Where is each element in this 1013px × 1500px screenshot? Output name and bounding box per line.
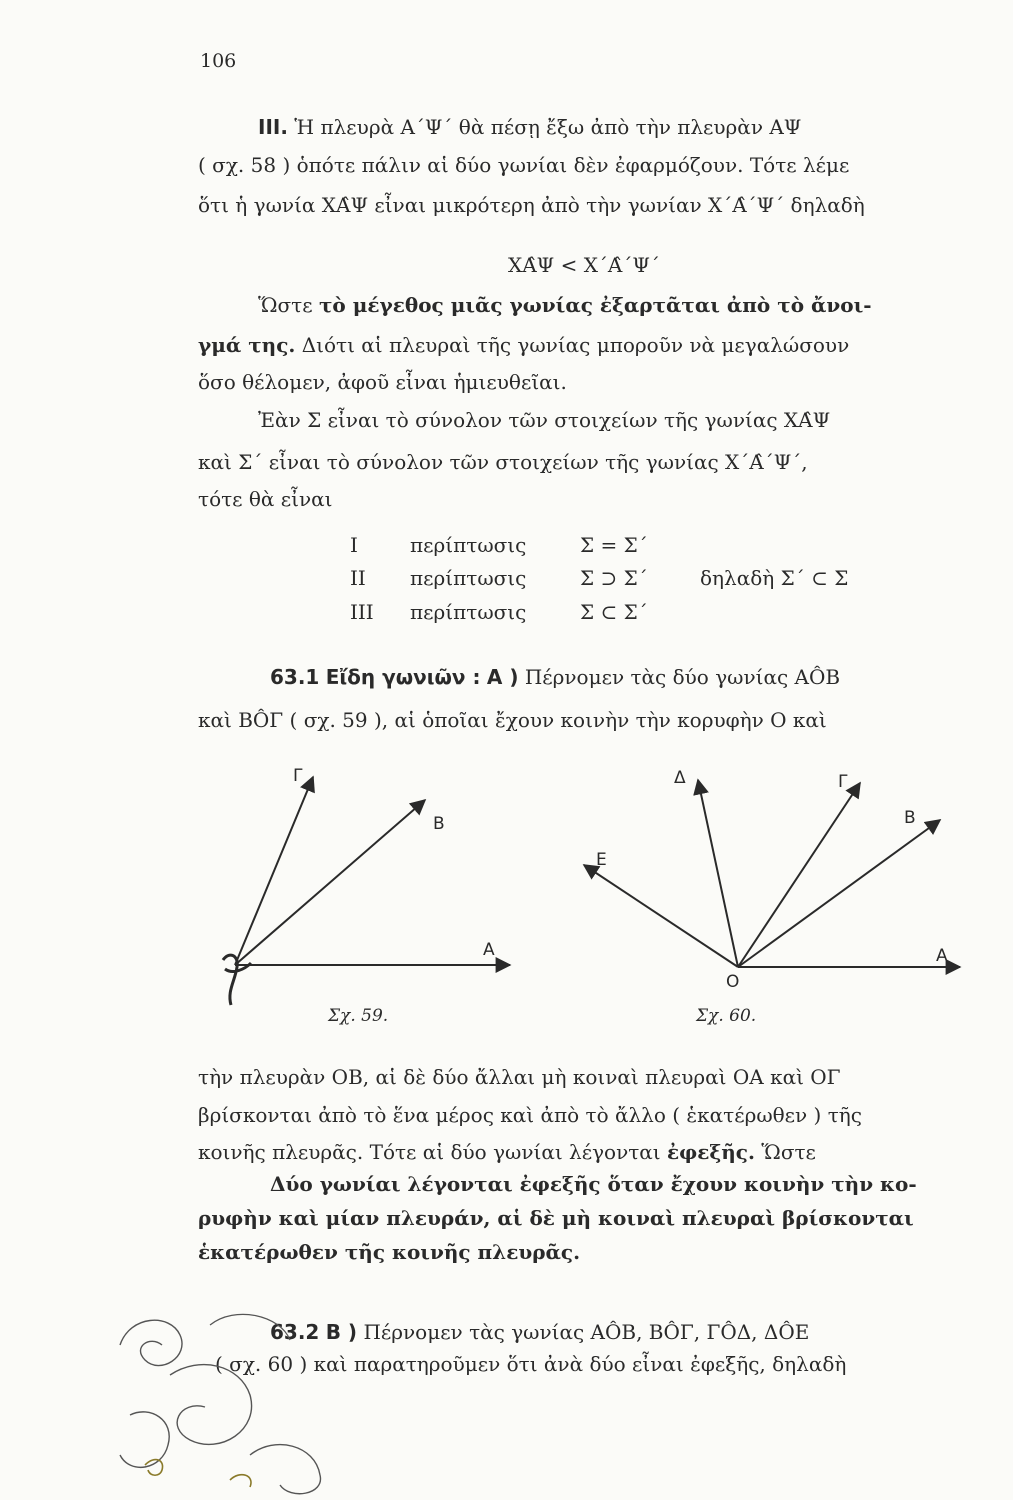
label-delta: Δ — [674, 768, 686, 788]
case-number: I — [350, 533, 358, 557]
text-span: κοινῆς πλευρᾶς. Τότε αἱ δύο γωνίαι λέγονται — [198, 1140, 667, 1164]
section-63-2-heading — [270, 1320, 809, 1344]
bold-text: γμά της. — [198, 333, 296, 357]
vertex-scribble — [223, 955, 251, 1005]
label-alpha: Α — [936, 946, 948, 966]
section-63-1-line-2: καὶ ΒÔΓ ( σχ. 59 ), αἱ ὁποῖαι ἔχουν κοινὴν τὴν κορυφὴν Ο καὶ — [198, 708, 827, 732]
case-relation: Σ ⊃ Σ΄ — [580, 566, 648, 590]
paragraph-2-line-1 — [258, 293, 872, 317]
paragraph-iii-line-3: ὅτι ἡ γωνία ΧΑ̂Ψ εἶναι μικρότερη ἀπὸ τὴν γωνίαν Χ΄Α̂΄Ψ΄ δηλαδὴ — [198, 193, 865, 217]
text-span: Ὥστε — [258, 293, 319, 317]
paragraph-4-line-3 — [198, 1140, 816, 1164]
text-span: Πέρνομεν τὰς γωνίας ΑÔΒ, ΒÔΓ, ΓÔΔ, ΔÔΕ — [363, 1320, 810, 1344]
section-63-1-heading — [270, 665, 840, 689]
paragraph-2-line-3: ὅσο θέλομεν, ἀφοῦ εἶναι ἡμιευθεῖαι. — [198, 370, 567, 394]
label-epsilon: Ε — [596, 850, 607, 870]
figure-60 — [570, 755, 970, 1035]
case-relation: Σ ⊂ Σ΄ — [580, 600, 648, 624]
label-beta: Β — [433, 814, 445, 834]
bold-text: τὸ μέγεθος μιᾶς γωνίας ἐξαρτᾶται ἀπὸ τὸ ἄνοι- — [318, 293, 872, 317]
page-number: 106 — [200, 50, 237, 72]
text-span: Διότι αἱ πλευραὶ τῆς γωνίας μποροῦν νὰ μεγαλώσουν — [295, 333, 850, 357]
ray-od — [698, 780, 738, 967]
definition-line-3: ἑκατέρωθεν τῆς κοινῆς πλευρᾶς. — [198, 1240, 581, 1264]
paragraph-iii-line-2: ( σχ. 58 ) ὁπότε πάλιν αἱ δύο γωνίαι δὲν ἐφαρμόζουν. Τότε λέμε — [198, 153, 850, 177]
case-word: περίπτωσις — [410, 533, 527, 557]
paragraph-3-line-2: καὶ Σ΄ εἶναι τὸ σύνολον τῶν στοιχείων τῆς γωνίας Χ΄Α̂΄Ψ΄, — [198, 450, 808, 474]
definition-line-2: ρυφὴν καὶ μίαν πλευράν, αἱ δὲ μὴ κοιναὶ πλευραὶ βρίσκονται — [198, 1206, 914, 1230]
paragraph-3-line-3: τότε θὰ εἶναι — [198, 487, 333, 511]
paragraph-2-line-2 — [198, 333, 849, 357]
text-span: Ἡ πλευρὰ Α΄Ψ΄ θὰ πέσῃ ἔξω ἀπὸ τὴν πλευρὰν ΑΨ — [294, 115, 802, 139]
paragraph-3-line-1: Ἐὰν Σ εἶναι τὸ σύνολον τῶν στοιχείων τῆς γωνίας ΧΑ̂Ψ — [258, 408, 831, 432]
inequality-formula: ΧΑ̂Ψ < Χ΄Α̂΄Ψ΄ — [508, 253, 660, 277]
figure-60-caption: Σχ. 60. — [696, 1006, 757, 1026]
ray-og — [235, 777, 313, 965]
paragraph-iii-line-1 — [258, 115, 801, 139]
case-relation: Σ = Σ΄ — [580, 533, 648, 557]
bold-text: ἐφεξῆς. — [667, 1140, 755, 1164]
subsection-label: Β ) — [325, 1320, 358, 1344]
label-gamma: Γ — [838, 772, 848, 792]
figure-59-caption: Σχ. 59. — [328, 1006, 389, 1026]
text-span: Ὥστε — [754, 1140, 816, 1164]
case-number: III — [350, 600, 374, 624]
ray-oe — [584, 865, 738, 967]
case-row — [350, 600, 700, 624]
paragraph-4-line-1: τὴν πλευρὰν ΟΒ, αἱ δὲ δύο ἄλλαι μὴ κοιναὶ πλευραὶ ΟΑ καὶ ΟΓ — [198, 1065, 841, 1089]
case-row — [350, 533, 700, 557]
label-omicron: Ο — [726, 972, 740, 992]
ray-ob — [235, 800, 425, 965]
margin-doodle — [110, 1305, 330, 1500]
ray-ob — [738, 820, 940, 967]
section-number: 63.1 — [270, 665, 320, 689]
text-span: Πέρνομεν τὰς δύο γωνίας ΑÔΒ — [524, 665, 841, 689]
section-title: Εἴδη γωνιῶν : — [325, 665, 481, 689]
section-number: 63.2 — [270, 1320, 320, 1344]
case-word: περίπτωσις — [410, 566, 527, 590]
definition-line-1: Δύο γωνίαι λέγονται ἐφεξῆς ὅταν ἔχουν κοινὴν τὴν κο- — [270, 1172, 917, 1196]
case-row — [350, 566, 848, 590]
case-label-iii: III. — [258, 115, 288, 139]
case-extra: δηλαδὴ Σ΄ ⊂ Σ — [700, 566, 849, 590]
label-alpha: Α — [483, 940, 495, 960]
label-beta: Β — [904, 808, 916, 828]
paragraph-4-line-2: βρίσκονται ἀπὸ τὸ ἕνα μέρος καὶ ἀπὸ τὸ ἄλλο ( ἑκατέρωθεν ) τῆς — [198, 1103, 862, 1127]
subsection-label: Α ) — [486, 665, 519, 689]
case-word: περίπτωσις — [410, 600, 527, 624]
label-gamma: Γ — [293, 766, 303, 786]
ray-og — [738, 783, 860, 967]
case-number: II — [350, 566, 366, 590]
section-63-2-line-2: ( σχ. 60 ) καὶ παρατηροῦμεν ὅτι ἀνὰ δύο εἶναι ἐφεξῆς, δηλαδὴ — [215, 1352, 847, 1376]
